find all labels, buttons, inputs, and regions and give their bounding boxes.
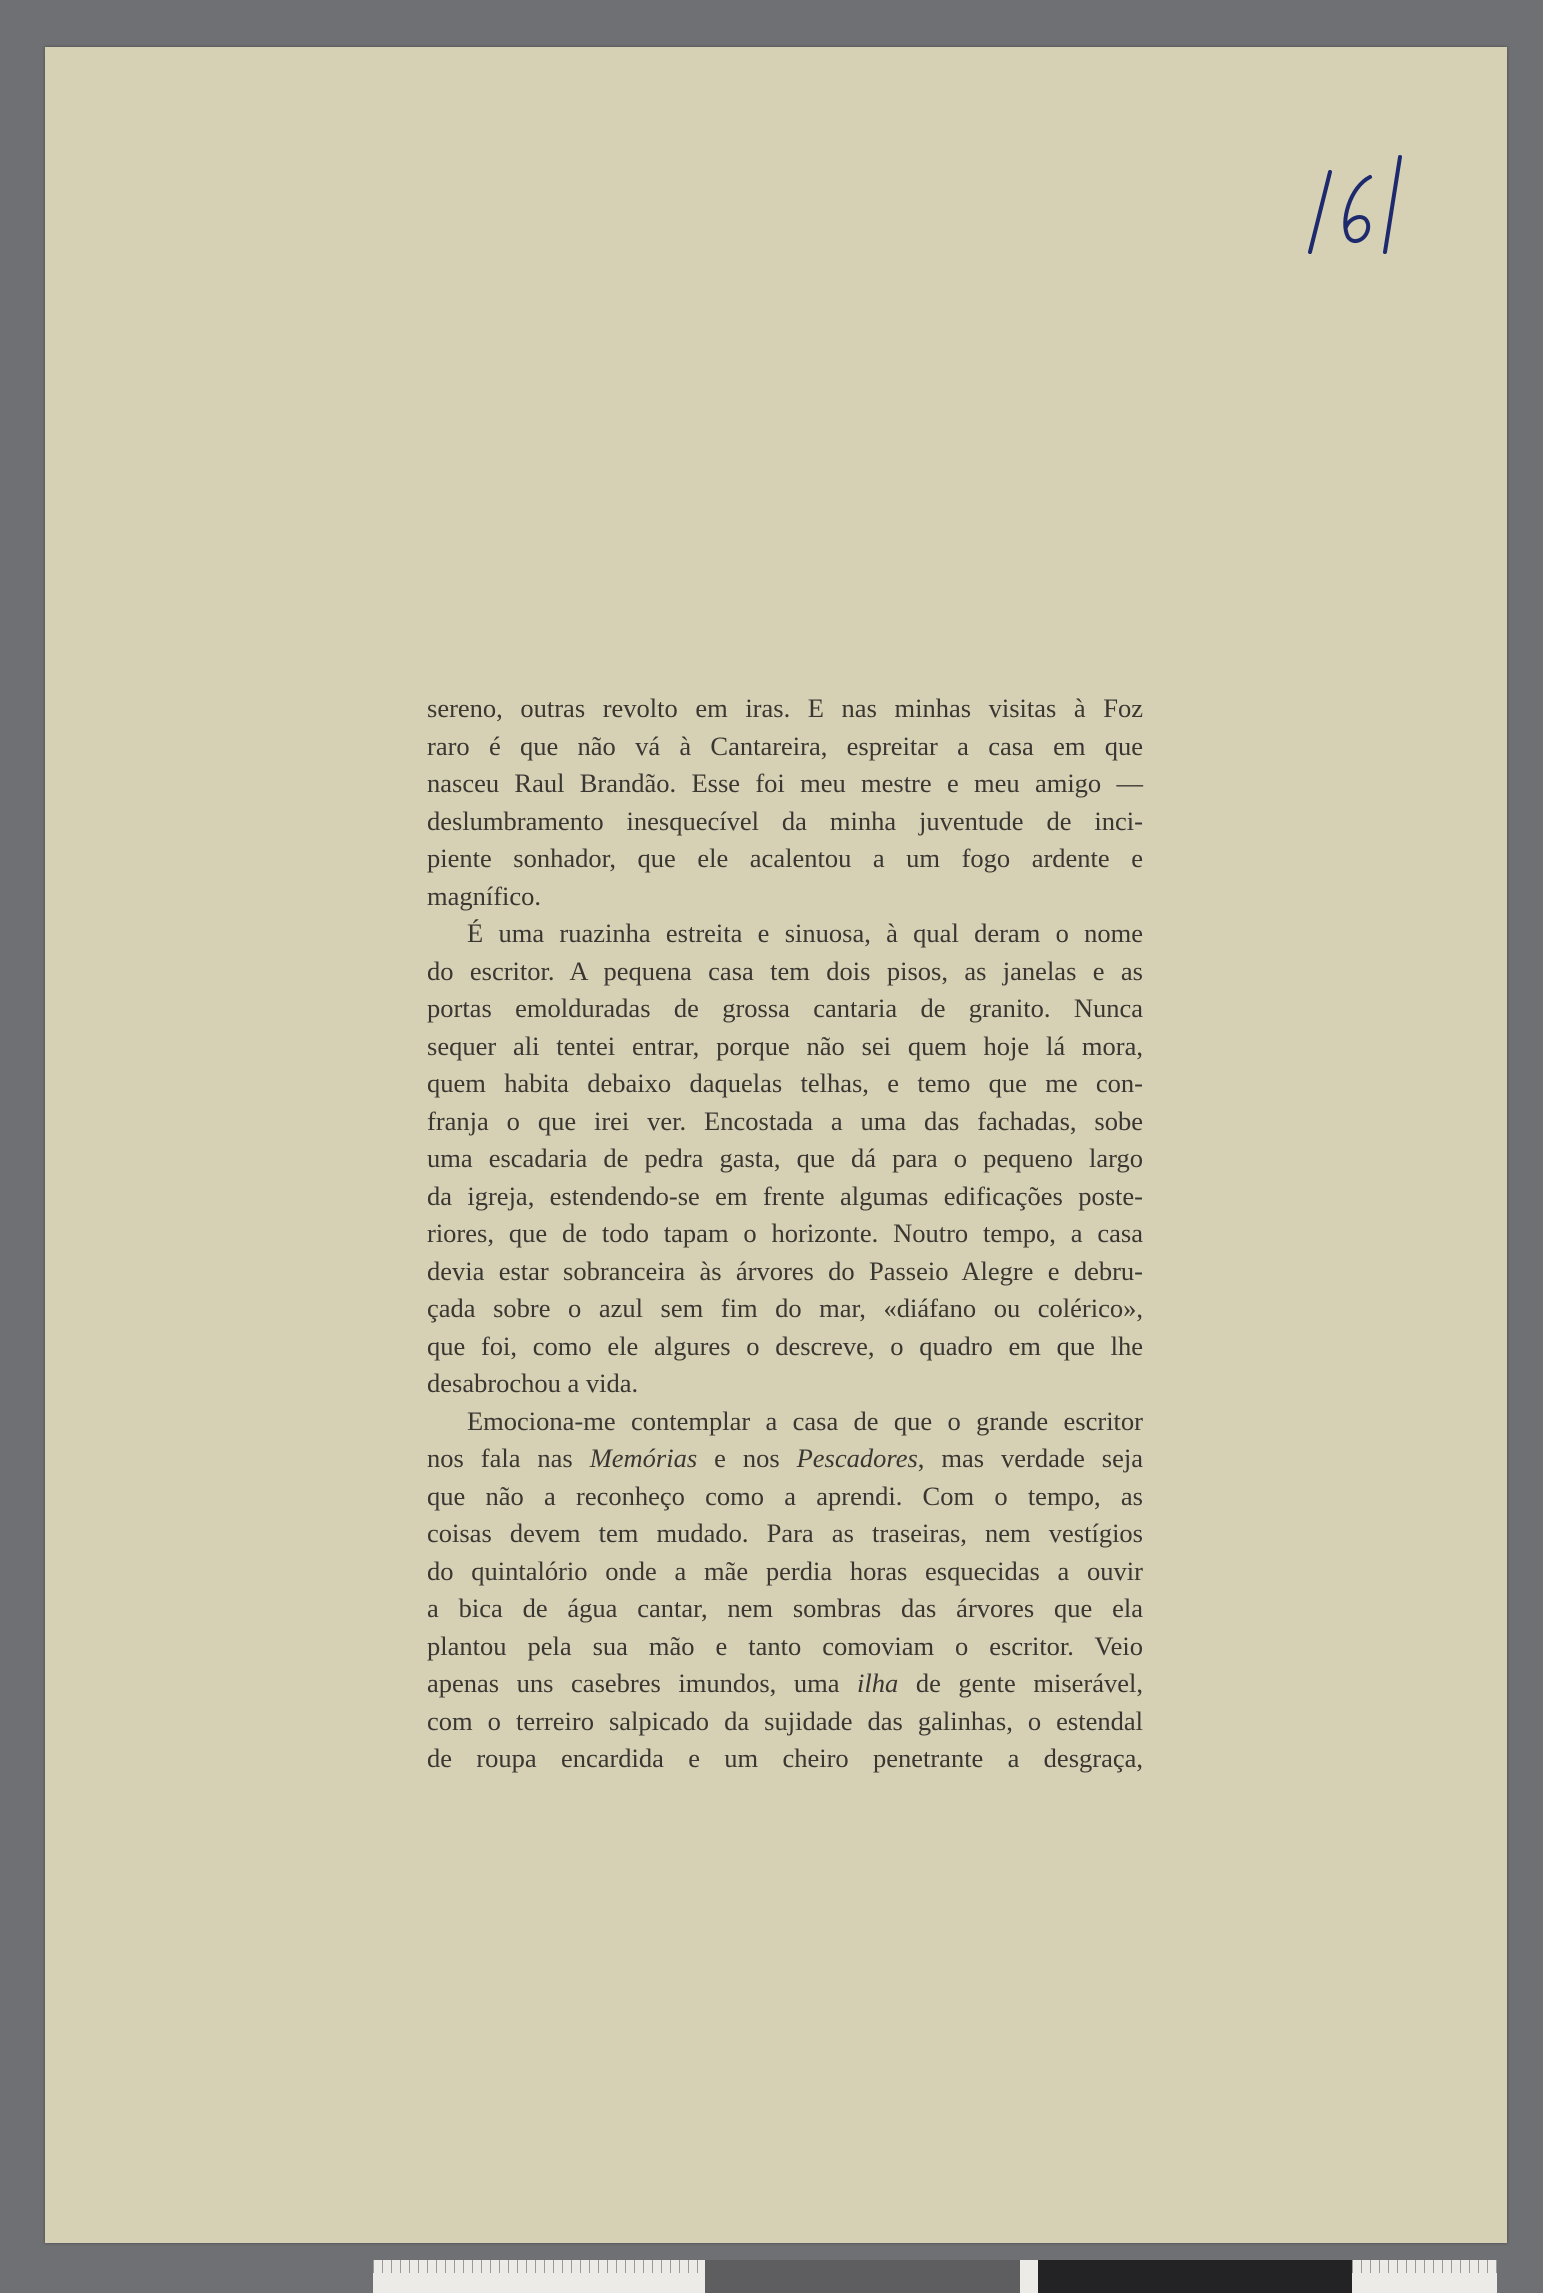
text-line: franja o que irei ver. Encostada a uma das fachadas, sobe — [427, 1105, 1143, 1136]
ruler-gray-segment — [705, 2260, 1020, 2293]
text-line: plantou pela sua mão e tanto comoviam o escritor. Veio — [427, 1630, 1143, 1661]
text-line: portas emolduradas de grossa cantaria de granito. Nunca — [427, 993, 1143, 1023]
ruler-black-segment — [1038, 2260, 1352, 2293]
text-line: raro é que não vá à Cantareira, espreitar a casa em que — [427, 730, 1143, 761]
book-title-memorias: Memórias — [589, 1443, 698, 1473]
text-line: quem habita debaixo daquelas telhas, e temo que me con- — [427, 1068, 1143, 1098]
body-text — [427, 690, 1143, 1778]
text-line: Emociona-me contemplar a casa de que o grande escritor — [467, 1405, 1143, 1436]
text-run: e nos — [697, 1443, 797, 1473]
text-run: , mas verdade seja — [917, 1443, 1143, 1473]
text-line — [427, 1665, 1143, 1703]
text-line: É uma ruazinha estreita e sinuosa, à qual deram o nome — [467, 918, 1143, 948]
text-line: com o terreiro salpicado da sujidade das galinhas, o estendal — [427, 1705, 1143, 1736]
document-page — [45, 47, 1507, 2243]
text-line — [427, 1440, 1143, 1478]
ruler-white-segment — [1352, 2260, 1497, 2293]
text-line: sereno, outras revolto em iras. E nas minhas visitas à Foz — [427, 693, 1143, 723]
text-line: do escritor. A pequena casa tem dois pisos, as janelas e as — [427, 955, 1143, 986]
color-scale-ruler — [373, 2260, 1497, 2293]
text-line: que não a reconheço como a aprendi. Com o tempo, as — [427, 1480, 1143, 1511]
ruler-white-divider — [1020, 2260, 1038, 2293]
book-title-pescadores: Pescadores — [796, 1443, 918, 1473]
text-line: de roupa encardida e um cheiro penetrante a desgraça, — [427, 1743, 1143, 1773]
italic-word-ilha: ilha — [857, 1668, 899, 1698]
text-line: desabrochou a vida. — [427, 1368, 639, 1398]
handwritten-161-mark — [1270, 152, 1430, 262]
text-line: devia estar sobranceira às árvores do Passeio Alegre e debru- — [427, 1255, 1143, 1286]
text-run: nos fala nas — [427, 1443, 590, 1473]
text-line: da igreja, estendendo-se em frente algumas edificações poste- — [427, 1180, 1143, 1211]
text-line: magnífico. — [427, 880, 542, 911]
text-line: sequer ali tentei entrar, porque não sei quem hoje lá mora, — [427, 1030, 1143, 1061]
text-line: riores, que de todo tapam o horizonte. Noutro tempo, a casa — [427, 1218, 1143, 1248]
text-line: uma escadaria de pedra gasta, que dá para o pequeno largo — [427, 1143, 1143, 1173]
text-line: coisas devem tem mudado. Para as traseiras, nem vestígios — [427, 1518, 1143, 1548]
ruler-white-segment — [373, 2260, 705, 2293]
handwritten-page-number — [1270, 152, 1430, 262]
text-line: que foi, como ele algures o descreve, o quadro em que lhe — [427, 1330, 1143, 1361]
text-line: deslumbramento inesquecível da minha juventude de inci- — [427, 805, 1143, 836]
text-line: nasceu Raul Brandão. Esse foi meu mestre e meu amigo — — [427, 768, 1143, 798]
text-line: do quintalório onde a mãe perdia horas esquecidas a ouvir — [427, 1555, 1143, 1586]
text-line: çada sobre o azul sem fim do mar, «diáfano ou colérico», — [427, 1293, 1143, 1323]
text-run: de gente miserável, — [898, 1668, 1143, 1698]
text-line: a bica de água cantar, nem sombras das árvores que ela — [427, 1593, 1143, 1623]
text-run: apenas uns casebres imundos, uma — [427, 1668, 858, 1698]
text-line: piente sonhador, que ele acalentou a um fogo ardente e — [427, 843, 1143, 873]
